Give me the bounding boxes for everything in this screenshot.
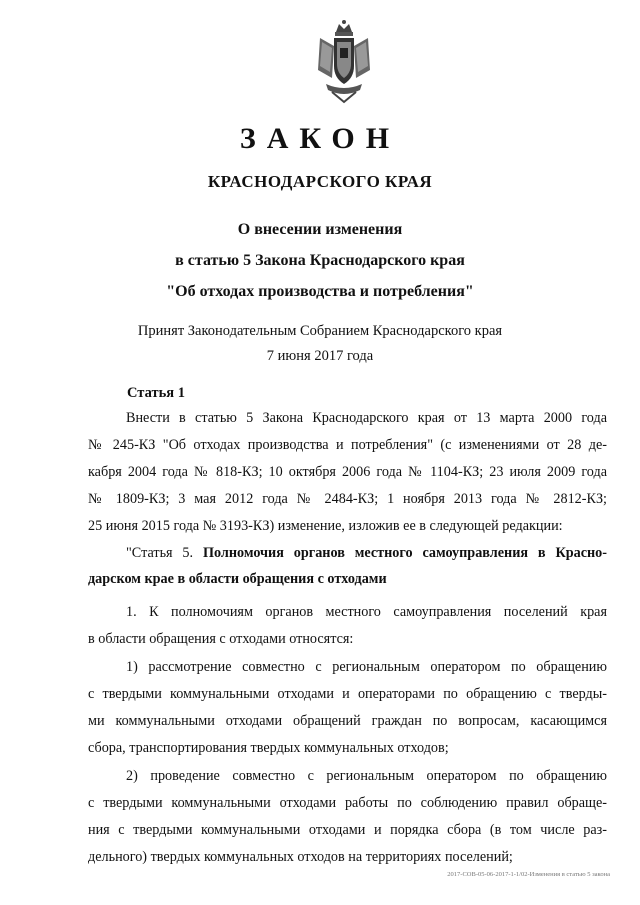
adopted-by: Принят Законодательным Собранием Краснодарского края [137,323,503,339]
paragraph-line: ния с твердыми коммунальными отходами и порядка сбора (в том числе раз- [88,822,607,838]
paragraph-line: дельного) твердых коммунальных отходов на территориях поселений; [88,849,513,865]
paragraph-line: сбора, транспортирования твердых коммунальных отходов; [88,740,449,756]
article-5-prefix: "Статья 5. [126,545,194,561]
law-subject-line-1: О внесении изменения [237,221,403,238]
region-name: КРАСНОДАРСКОГО КРАЯ [207,172,433,191]
article-heading: Статья 1 [127,385,185,401]
paragraph-line: кабря 2004 года № 818-КЗ; 10 октября 2006 года № 1104-КЗ; 23 июля 2009 года [88,464,607,480]
paragraph-line: 1) рассмотрение совместно с региональным оператором по обращению [126,659,607,675]
paragraph-line: 1. К полномочиям органов местного самоуправления поселений края [126,604,607,620]
adoption-date: 7 июня 2017 года [266,348,374,364]
paragraph-line: № 1809-КЗ; 3 мая 2012 года № 2484-КЗ; 1 ноября 2013 года № 2812-КЗ; [88,491,607,507]
paragraph-line: ми коммунальными отходами обращений граждан по вопросам, касающимся [88,713,607,729]
paragraph-line: № 245-КЗ "Об отходах производства и потребления" (с изменениями от 28 де- [88,437,607,453]
coat-of-arms-emblem [312,18,376,104]
article-5-title: Полномочия органов местного самоуправления в Красно- [202,545,607,561]
document-footer-code: 2017-СОВ-05-06-2017-1-1/02-Изменения в статью 5 закона [447,871,610,878]
paragraph-line: в области обращения с отходами относятся: [88,631,354,647]
law-subject-line-2: в статью 5 Закона Краснодарского края [175,252,465,269]
article-5-heading-line-1 [126,545,607,562]
paragraph-line: с твердыми коммунальными отходами работы по соблюдению правил обраще- [88,795,607,811]
document-title: ЗАКОН [239,122,401,155]
paragraph-line: с твердыми коммунальными отходами и операторами по обращению с тверды- [88,686,607,702]
paragraph-line: 2) проведение совместно с региональным оператором по обращению [126,768,607,784]
article-5-heading-line-2: дарском крае в области обращения с отходами [88,571,387,587]
law-subject-line-3: "Об отходах производства и потребления" [166,283,474,300]
paragraph-line: Внести в статью 5 Закона Краснодарского края от 13 марта 2000 года [126,410,607,426]
paragraph-line: 25 июня 2015 года № 3193-КЗ) изменение, изложив ее в следующей редакции: [88,518,563,534]
